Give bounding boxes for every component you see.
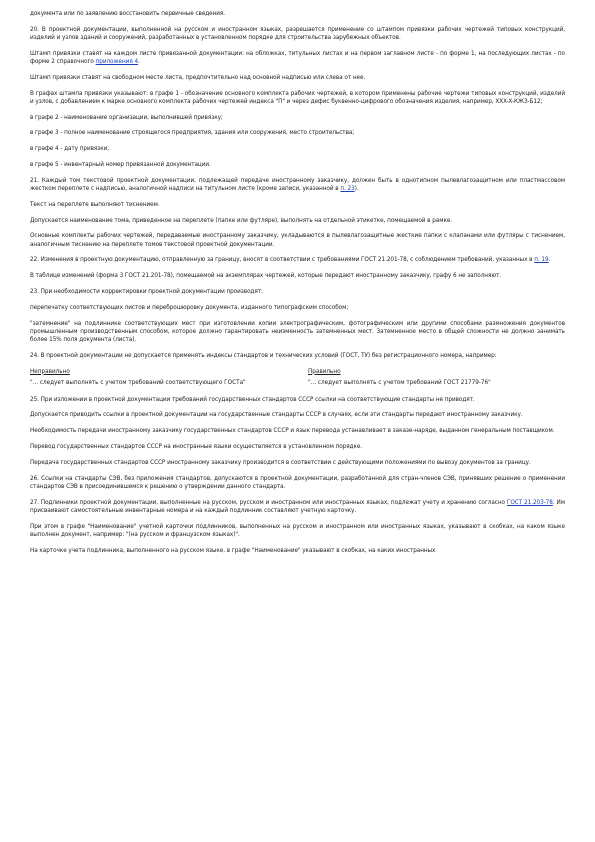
paragraph xyxy=(30,523,565,539)
paragraph-text: документа или по заявлению восстановить первичные сведения. xyxy=(30,11,226,17)
example-right-label: Правильно xyxy=(308,368,341,375)
paragraph xyxy=(30,427,565,435)
paragraph-text: 27. Подлинники проектной документации, выполненные на русском, русском и иностранном или иностранных языках, подлежат учету и хранению согласно xyxy=(30,499,507,506)
cross-reference-link[interactable]: п. 23 xyxy=(340,185,355,192)
paragraph xyxy=(30,547,565,555)
example-wrong-text: "... следует выполнять с учетом требований соответствующего ГОСТа" xyxy=(30,379,246,386)
paragraph-text: 21. Каждый том текстовой проектной документации, подлежащей передаче иностранному заказчику, должен быть в однотипном пылевлагозащитном или пластмассовом жестком переплете с надписью, аналогичной надписи на титульном листе (кроме записи, указанной в xyxy=(30,177,565,192)
paragraph-text: Допускается приводить ссылки в проектной документации на государственные стандарты СССР в случаях, если эти стандарты передают иностранному заказчику. xyxy=(30,412,523,419)
paragraph-text: При этом в графе "Наименование" учетной карточки подлинников, выполненных на русском и иностранном или иностранных языках, указывают в скобках, на каком языке выполнен документ, например: "(на русском и французском языках)". xyxy=(30,523,565,538)
paragraph-text: В таблице изменений (форма 3 ГОСТ 21.201-78), помещаемой на экземплярах чертежей, которые передают иностранному заказчику, графу 6 не заполняют. xyxy=(30,273,502,280)
paragraph-text: 24. В проектной документации не допускается применять индексы стандартов и технических условий (ГОСТ, ТУ) без регистрационного номера, например: xyxy=(30,352,497,359)
paragraph-text: . Им присваивают самостоятельные инвентарные номера и на каждый подлинник составляют учетную карточку. xyxy=(30,499,565,514)
paragraph-text: Текст на переплете выполняют тиснением. xyxy=(30,201,160,208)
paragraph-text: 26. Ссылки на стандарты СЭВ, без приложения стандартов, допускаются в проектной документации, разработанной для стран-членов СЭВ, принявших решение о применении стандартов СЭВ в присоединившемся к решению о утверждении данного стандарта. xyxy=(30,475,565,490)
paragraph-text: ). xyxy=(354,185,359,192)
paragraph xyxy=(30,475,565,491)
paragraph xyxy=(30,411,565,419)
paragraph-text: В графах штампа привязки указывают: в графе 1 - обозначение основного комплекта рабочих чертежей, в котором применены рабочие чертежи типовых конструкций, изделий и узлов, с добавлением к марке основного комплекта рабочих чертежей индекса "П" и через дефис буквенно-цифрового обозначения изделия, например, XXX-X-КЖЗ-Б12; xyxy=(30,90,565,105)
paragraph-text: Передача государственных стандартов СССР иностранному заказчику производится в соответствии с действующими положениями по вывозу документов за границу. xyxy=(30,459,531,466)
paragraph xyxy=(30,217,565,225)
document-body-top xyxy=(30,10,565,360)
paragraph xyxy=(30,161,565,169)
paragraph xyxy=(30,114,565,122)
paragraph xyxy=(30,26,565,42)
paragraph xyxy=(30,320,565,345)
paragraph-text: 22. Изменения в проектную документацию, отправленную за границу, вносят в соответствии с требованиями ГОСТ 21.201-78, с соблюдением требований, указанных в xyxy=(30,257,535,264)
paragraph-text: перепечатку соответствующих листов и переброшюровку документа, изданного типографским способом; xyxy=(30,304,349,311)
cross-reference-link[interactable]: ГОСТ 21.203-78 xyxy=(506,499,553,506)
example-right-text: "... следует выполнять с учетом требований ГОСТ 21779-76" xyxy=(308,379,491,386)
paragraph-text: в графе 4 - дату привязки; xyxy=(30,146,110,153)
paragraph xyxy=(30,90,565,106)
paragraph xyxy=(30,74,565,82)
paragraph-text: в графе 2 - наименование организации, выполнившей привязку; xyxy=(30,114,223,121)
paragraph-text: . xyxy=(138,59,140,65)
example-right-column xyxy=(308,368,491,387)
paragraph-text: Необходимость передачи иностранному заказчику государственных стандартов СССР и язык перевода устанавливает в заказе-наряде, выданном генеральным поставщиком. xyxy=(30,428,555,435)
paragraph xyxy=(30,50,565,66)
paragraph xyxy=(30,256,565,264)
paragraph xyxy=(30,129,565,137)
paragraph xyxy=(30,272,565,280)
paragraph-text: Перевод государственных стандартов СССР на иностранные языки осуществляется в установленном порядке. xyxy=(30,443,363,450)
paragraph-text: в графе 5 - инвентарный номер привязанной документации. xyxy=(30,161,211,168)
example-wrong-column xyxy=(30,368,280,387)
paragraph-text: 25. При изложении в проектной документации требований государственных стандартов СССР ссылки на соответствующие стандарты не приводят. xyxy=(30,396,475,403)
paragraph-text: . xyxy=(548,257,551,264)
paragraph xyxy=(30,352,565,360)
example-table xyxy=(30,368,565,387)
paragraph xyxy=(30,396,565,404)
example-wrong-label: Неправильно xyxy=(30,368,70,375)
paragraph-text: Штамп привязки ставят на каждом листе привязанной документации: на обложках, титульных листах и на первом заглавном листе - по форме 1, на последующих листах - по форме 2 справочного xyxy=(30,50,565,65)
paragraph xyxy=(30,145,565,153)
document-body-bottom xyxy=(30,396,565,555)
paragraph-text: 20. В проектной документации, выполненной на русском и иностранном языках, разрешается применение со штампом привязки рабочих чертежей типовых конструкций, изделий и узлов зданий и сооружений, разработанных в установленном порядке для строительства зарубежных объектов. xyxy=(30,26,565,41)
paragraph-text: Штамп привязки ставят на свободном месте листа, предпочтительно над основной надписью или слева от нее. xyxy=(30,74,366,81)
paragraph xyxy=(30,288,565,296)
paragraph-text: в графе 3 - полное наименование строящегося предприятия, здания или сооружения, место строительства; xyxy=(30,130,355,137)
paragraph xyxy=(30,10,565,18)
paragraph-text: "затемнение" на подлиннике соответствующих мест при изготовлении копии электрографическим, фотографическим или другими способами размножения документов промышленным производственным способом, которое должно гарантировать неизменность затемненных мест. Затемненное место в общей сложности не должно занимать более 15% поля документа (листа). xyxy=(30,320,565,343)
paragraph-text: На карточке учета подлинника, выполненного на русском языке, в графе "Наименование" указывают в скобках, на каких иностранных xyxy=(30,547,436,554)
cross-reference-link[interactable]: приложения 4 xyxy=(95,59,139,65)
paragraph-text: 23. При необходимости корректировки проектной документации производят: xyxy=(30,288,263,295)
cross-reference-link[interactable]: п. 19 xyxy=(534,257,549,264)
paragraph xyxy=(30,443,565,451)
paragraph xyxy=(30,304,565,312)
paragraph xyxy=(30,232,565,248)
paragraph xyxy=(30,177,565,193)
paragraph-text: Допускается наименование тома, приведенное на переплете (папке или футляре), выполнять на отдельной этикетке, помещаемой в рамке. xyxy=(30,217,453,224)
paragraph xyxy=(30,459,565,467)
paragraph xyxy=(30,201,565,209)
paragraph xyxy=(30,499,565,515)
paragraph-text: Основные комплекты рабочих чертежей, передаваемые иностранному заказчику, укладываются в пылевлагозащитные жесткие папки с клапанами или футляры с тиснением, аналогичным тиснению на переплете томов текстовой проектной документации. xyxy=(30,233,565,248)
